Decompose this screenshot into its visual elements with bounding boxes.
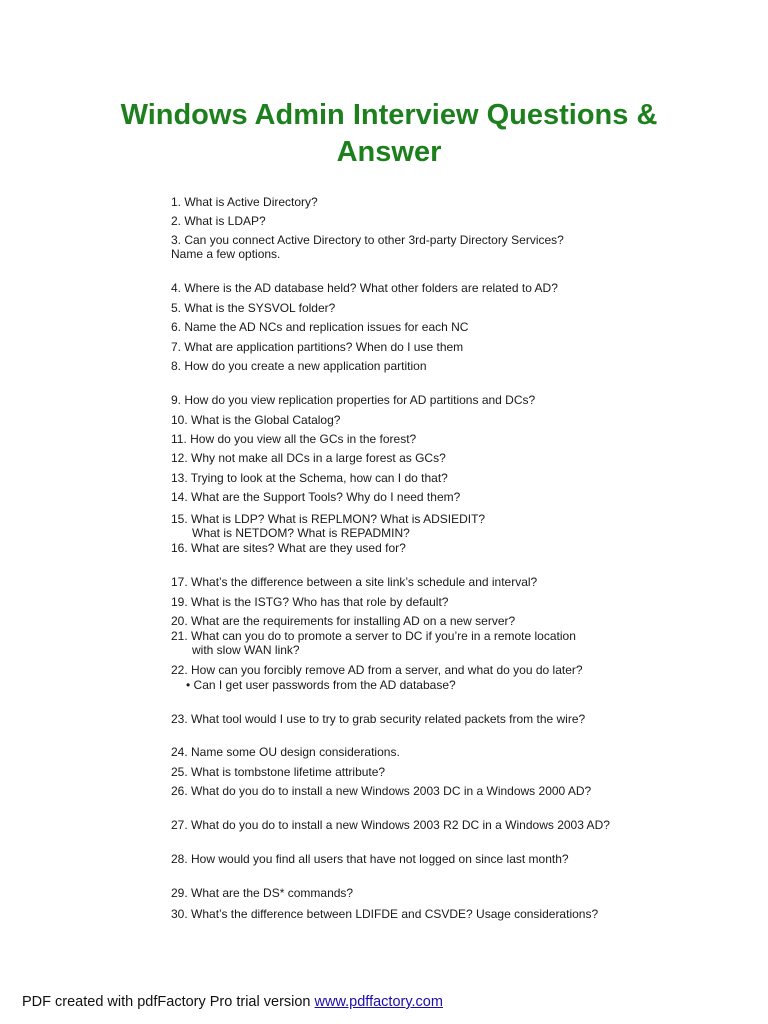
question-item: 7. What are application partitions? When do I use them	[171, 340, 464, 354]
question-item: 17. What’s the difference between a site link’s schedule and interval?	[171, 575, 538, 589]
question-item: 10. What is the Global Catalog?	[171, 413, 341, 427]
question-item: 5. What is the SYSVOL folder?	[171, 301, 336, 315]
question-item: 23. What tool would I use to try to grab security related packets from the wire?	[171, 712, 586, 726]
question-item: 11. How do you view all the GCs in the forest?	[171, 432, 417, 446]
footer-text: PDF created with pdfFactory Pro trial version	[22, 994, 315, 1010]
document-title	[0, 97, 768, 171]
bullet-item: • Can I get user passwords from the AD database?	[186, 678, 456, 692]
question-item: 28. How would you find all users that have not logged on since last month?	[171, 852, 569, 866]
question-item: 19. What is the ISTG? Who has that role by default?	[171, 595, 449, 609]
question-item: 22. How can you forcibly remove AD from a server, and what do you do later?	[171, 663, 583, 677]
pdf-footer	[22, 993, 443, 1011]
question-item: 26. What do you do to install a new Windows 2003 DC in a Windows 2000 AD?	[171, 784, 592, 798]
question-item: 2. What is LDAP?	[171, 214, 266, 228]
question-item: 13. Trying to look at the Schema, how can I do that?	[171, 471, 448, 485]
question-item: 1. What is Active Directory?	[171, 195, 318, 209]
question-item: 20. What are the requirements for installing AD on a new server?	[171, 614, 516, 628]
title-line-2: Answer	[336, 136, 442, 168]
pdffactory-link[interactable]: www.pdffactory.com	[314, 994, 443, 1010]
question-item: 8. How do you create a new application partition	[171, 359, 427, 373]
question-item: 29. What are the DS* commands?	[171, 886, 354, 900]
question-item: 27. What do you do to install a new Windows 2003 R2 DC in a Windows 2003 AD?	[171, 818, 610, 832]
question-item: 21. What can you do to promote a server to DC if you’re in a remote location with slow WAN link?	[171, 629, 576, 657]
question-item: 12. Why not make all DCs in a large forest as GCs?	[171, 451, 446, 465]
question-item: 14. What are the Support Tools? Why do I need them?	[171, 490, 461, 504]
question-item: 24. Name some OU design considerations.	[171, 745, 400, 759]
question-item: 9. How do you view replication properties for AD partitions and DCs?	[171, 393, 536, 407]
question-item: 6. Name the AD NCs and replication issues for each NC	[171, 320, 469, 334]
title-line-1: Windows Admin Interview Questions &	[120, 99, 658, 131]
question-item: 3. Can you connect Active Directory to other 3rd-party Directory Services? Name a few options.	[171, 233, 564, 261]
question-item: 15. What is LDP? What is REPLMON? What is ADSIEDIT? What is NETDOM? What is REPADMIN?	[171, 512, 486, 540]
question-item: 16. What are sites? What are they used for?	[171, 541, 406, 555]
question-item: 30. What’s the difference between LDIFDE and CSVDE? Usage considerations?	[171, 907, 599, 921]
question-item: 4. Where is the AD database held? What other folders are related to AD?	[171, 281, 558, 295]
question-item: 25. What is tombstone lifetime attribute?	[171, 765, 386, 779]
